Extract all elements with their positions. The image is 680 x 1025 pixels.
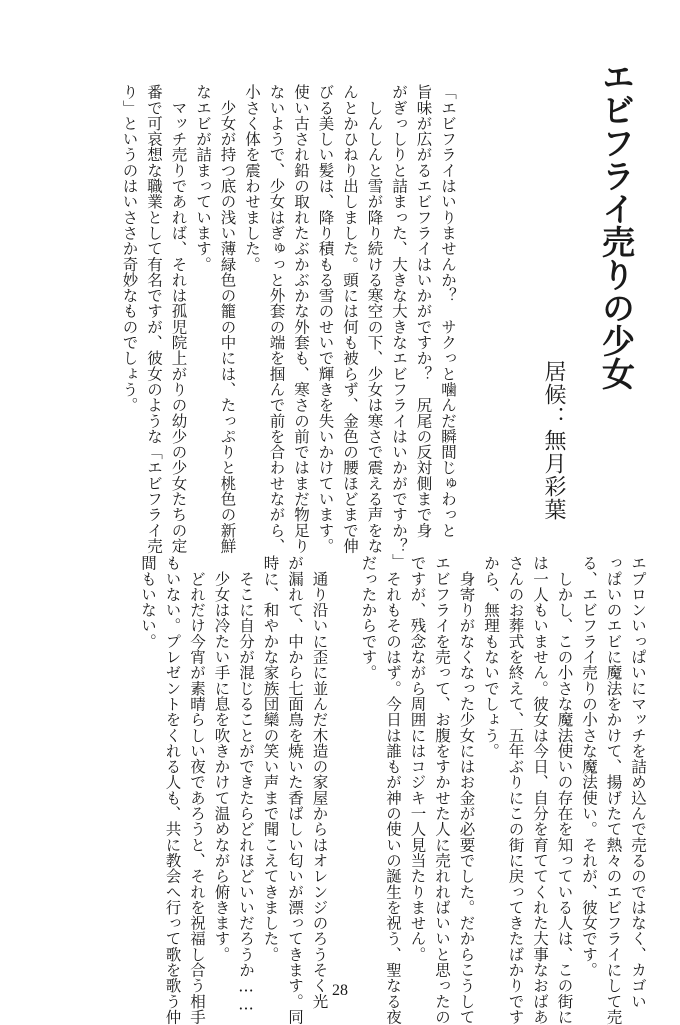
text-line: ないようで、少女はぎゅっと外套の端を掴んで前を合わせながら、 <box>267 84 286 554</box>
text-line: っぱいのエビに魔法をかけて、揚げたて熱々のエビフライにして売 <box>604 555 623 1025</box>
text-line: 通り沿いに歪に並んだ木造の家屋からはオレンジのろうそく光 <box>310 555 329 1009</box>
text-line: 間もいない。 <box>139 555 157 649</box>
text-line: 旨味が広がるエビフライはいかがですか？ 尻尾の反対側まで身 <box>414 84 433 538</box>
text-line: り」というのはいささか奇妙なものでしょう。 <box>120 84 139 413</box>
text-line: だったからです。 <box>359 555 378 681</box>
text-line: 「エビフライはいりませんか？ サクっと噛んだ瞬間じゅわっと <box>439 84 457 538</box>
text-line: る、エビフライ売りの小さな魔法使い。それが、彼女です。 <box>580 555 598 978</box>
text-line: 小さく体を震わせました。 <box>243 84 261 272</box>
text-line: エビフライを売って、お腹をすかせた人に売れればいいと思ったの <box>433 555 451 1025</box>
text-line: 番で可哀想な職業として有名ですが、彼女のような「エビフライ売 <box>145 84 163 554</box>
text-line: どれだけ今宵が素晴らしい夜であろうと、それを祝福し合う相手 <box>188 555 206 1025</box>
text-line: なエビが詰まっています。 <box>194 84 212 272</box>
text-line: マッチ売りであれば、それは孤児院上がりの幼少の少女たちの定 <box>169 84 188 554</box>
text-line: 使い古され鉛の取れたぶかぶかな外套も、寒さの前ではまだ物足り <box>292 84 310 554</box>
text-line: 少女は冷たい手に息を吹きかけて温めながら俯きます。 <box>212 555 231 962</box>
author-credit: 居候：無月彩葉 <box>541 360 566 521</box>
text-line: ですが、残念ながら周囲にはコジキ一人見当たりません。 <box>408 555 427 962</box>
text-line: が漏れて、中から七面鳥を焼いた香ばしい匂いが漂ってきます。同 <box>286 555 304 1025</box>
story-title: エビフライ売りの少女 <box>597 60 636 390</box>
upper-text-block <box>55 84 460 570</box>
text-line: 少女が持つ底の浅い薄緑色の籠の中には、たっぷりと桃色の新鮮 <box>218 84 237 554</box>
text-line: 身寄りがなくなった少女にはお金が必要でした。だからこうして <box>457 555 476 1025</box>
text-line: びる美しい髪は、降り積もる雪のせいで輝きを失いかけています。 <box>316 84 335 554</box>
text-line: さんのお葬式を終えて、五年ぶりにこの街に戻ってきたばかりです <box>506 555 525 1025</box>
text-line: しんしんと雪が降り続ける寒空の下、少女は寒さで震える声をな <box>365 84 384 554</box>
text-line: そこに自分が混じることができたらどれほどいいだろうか…… <box>237 555 255 1014</box>
text-line: がぎっしりと詰まった、大きな大きなエビフライはいかがですか？」 <box>390 84 408 570</box>
text-line: んとかひねり出しました。頭には何も被らず、金色の腰ほどまで伸 <box>341 84 359 554</box>
text-line: エプロンいっぱいにマッチを詰め込んで売るのではなく、カゴい <box>629 555 647 1009</box>
text-line: それもそのはず。今日は誰もが神の使いの誕生を祝う、聖なる夜 <box>384 555 402 1025</box>
text-line: から、無理もないでしょう。 <box>482 555 500 759</box>
text-line: しかし、この小さな魔法使いの存在を知っている人は、この街に <box>555 555 574 1025</box>
text-line: は一人もいません。彼女は今日、自分を育ててくれた大事なおばあ <box>531 555 549 1025</box>
text-line: もいない。プレゼントをくれる人も、共に教会へ行って歌を歌う仲 <box>163 555 182 1025</box>
page-number: 28 <box>332 982 348 999</box>
text-line: 時に、和やかな家族団欒の笑い声まで聞こえてきました。 <box>261 555 280 962</box>
